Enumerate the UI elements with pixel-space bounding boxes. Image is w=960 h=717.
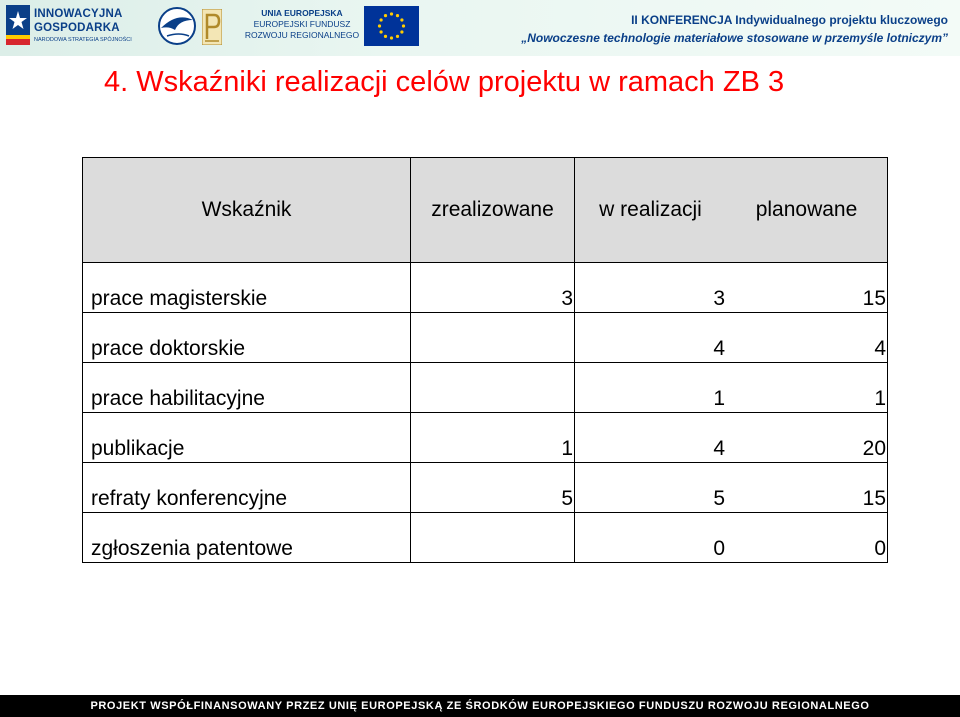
eu-line-1: UNIA EUROPEJSKA bbox=[261, 8, 343, 18]
row-planned: 4 bbox=[726, 313, 888, 363]
eu-fund-text bbox=[244, 8, 360, 41]
row-planned: 20 bbox=[726, 413, 888, 463]
row-name: prace magisterskie bbox=[83, 263, 411, 313]
header-planowane: planowane bbox=[726, 158, 888, 263]
aviation-valley-logo bbox=[157, 6, 197, 46]
logo-line-3: NARODOWA STRATEGIA SPÓJNOŚCI bbox=[34, 37, 132, 43]
row-name: prace habilitacyjne bbox=[83, 363, 411, 413]
indicators-table bbox=[82, 157, 888, 563]
eu-flag-icon bbox=[364, 6, 419, 46]
row-done bbox=[411, 313, 575, 363]
innowacyjna-gospodarka-logo bbox=[6, 5, 156, 49]
footer-banner: PROJEKT WSPÓŁFINANSOWANY PRZEZ UNIĘ EUROPEJSKĄ ZE ŚRODKÓW EUROPEJSKIEGO FUNDUSZU ROZWOJU REGIONALNEGO bbox=[0, 695, 960, 717]
row-planned: 15 bbox=[726, 463, 888, 513]
row-progress: 3 bbox=[575, 263, 727, 313]
table-row bbox=[83, 463, 888, 513]
header-w-realizacji: w realizacji bbox=[575, 158, 727, 263]
row-name: refraty konferencyjne bbox=[83, 463, 411, 513]
row-name: prace doktorskie bbox=[83, 313, 411, 363]
table-row bbox=[83, 313, 888, 363]
table-header-row bbox=[83, 158, 888, 263]
star-flag-icon bbox=[6, 5, 30, 45]
row-progress: 5 bbox=[575, 463, 727, 513]
eu-line-3: ROZWOJU REGIONALNEGO bbox=[244, 30, 360, 40]
slide-title: 4. Wskaźniki realizacji celów projektu w ramach ZB 3 bbox=[104, 66, 785, 98]
conference-line-2: „Nowoczesne technologie materiałowe stosowane w przemyśle lotniczym” bbox=[521, 31, 948, 45]
row-planned: 15 bbox=[726, 263, 888, 313]
university-emblem-icon bbox=[202, 9, 222, 45]
row-progress: 4 bbox=[575, 413, 727, 463]
table-row bbox=[83, 413, 888, 463]
header-banner bbox=[0, 0, 960, 56]
conference-title bbox=[521, 11, 948, 47]
row-planned: 1 bbox=[726, 363, 888, 413]
eu-line-2: EUROPEJSKI FUNDUSZ bbox=[253, 19, 351, 29]
table-row bbox=[83, 263, 888, 313]
row-done bbox=[411, 513, 575, 563]
row-progress: 0 bbox=[575, 513, 727, 563]
row-done: 5 bbox=[411, 463, 575, 513]
row-progress: 1 bbox=[575, 363, 727, 413]
row-name: publikacje bbox=[83, 413, 411, 463]
row-name: zgłoszenia patentowe bbox=[83, 513, 411, 563]
row-progress: 4 bbox=[575, 313, 727, 363]
logo-line-2: GOSPODARKA bbox=[34, 22, 120, 34]
table-row bbox=[83, 363, 888, 413]
row-done: 1 bbox=[411, 413, 575, 463]
header-zrealizowane: zrealizowane bbox=[411, 158, 575, 263]
table-row bbox=[83, 513, 888, 563]
row-done: 3 bbox=[411, 263, 575, 313]
row-planned: 0 bbox=[726, 513, 888, 563]
logo-line-1: INNOWACYJNA bbox=[34, 8, 123, 20]
row-done bbox=[411, 363, 575, 413]
header-wskaznik: Wskaźnik bbox=[83, 158, 411, 263]
conference-line-1: II KONFERENCJA Indywidualnego projektu kluczowego bbox=[631, 13, 948, 27]
